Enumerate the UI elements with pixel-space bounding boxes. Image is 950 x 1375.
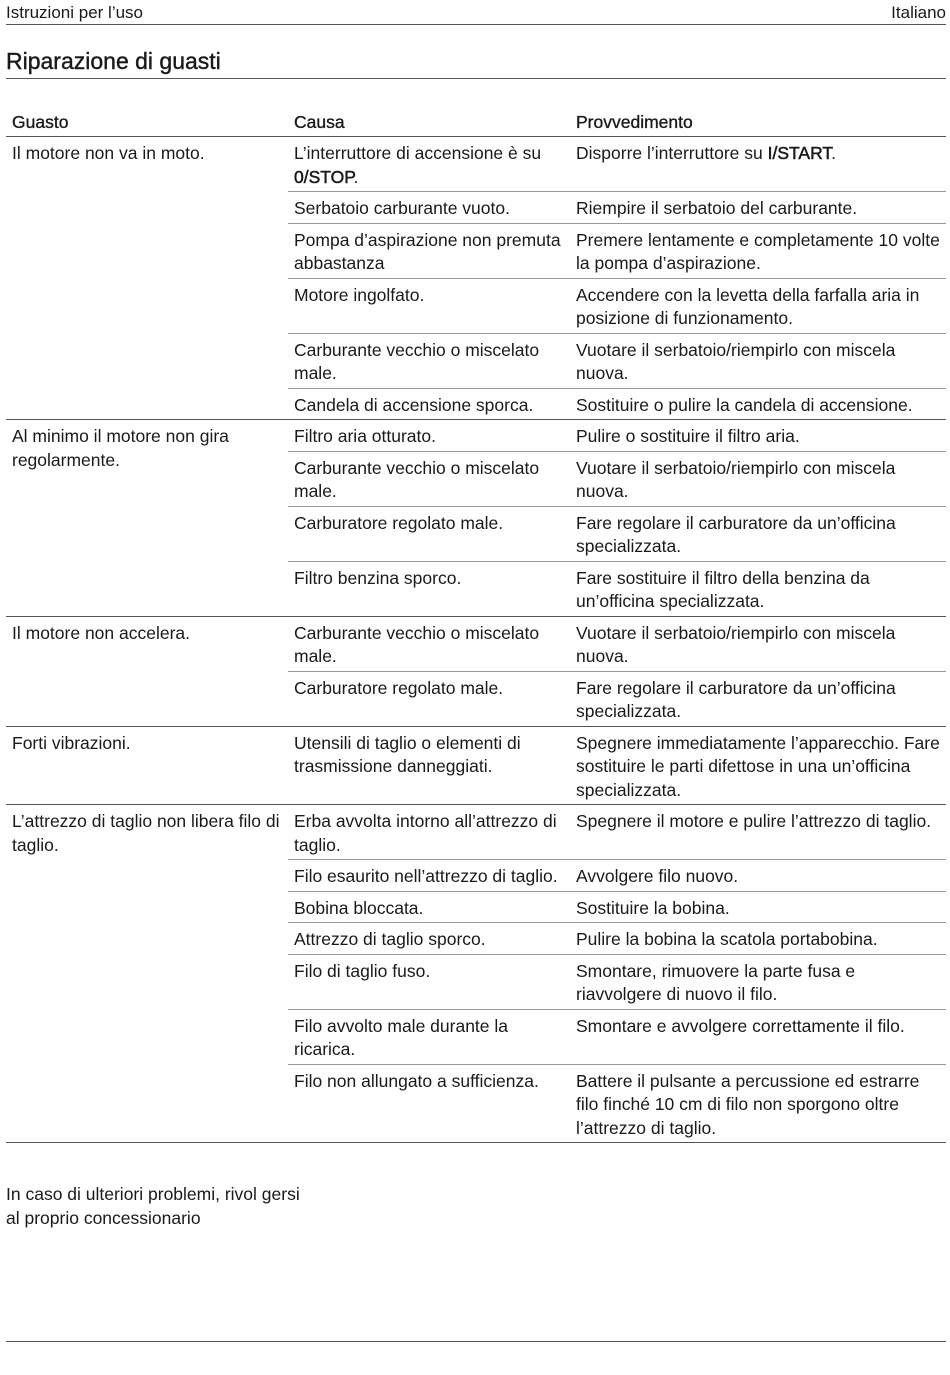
cause-cell: Utensili di taglio o elementi di trasmissione danneggiati. bbox=[288, 726, 570, 805]
remedy-cell: Riempire il serbatoio del carburante. bbox=[570, 192, 946, 224]
cause-cell: Filo non allungato a sufficienza. bbox=[288, 1064, 570, 1143]
cause-cell: Pompa d’aspirazione non premuta abbastanza bbox=[288, 223, 570, 278]
remedy-cell: Pulire o sostituire il filtro aria. bbox=[570, 420, 946, 452]
cause-cell-part: . bbox=[353, 166, 359, 187]
header-left: Istruzioni per l’uso bbox=[6, 3, 144, 22]
cause-cell: Candela di accensione sporca. bbox=[288, 388, 570, 420]
cause-cell: Carburatore regolato male. bbox=[288, 506, 570, 561]
table-row bbox=[6, 616, 946, 671]
remedy-cell: Sostituire la bobina. bbox=[570, 891, 946, 923]
fault-cell: Al minimo il motore non gira regolarmente. bbox=[6, 420, 288, 617]
remedy-cell: Fare sostituire il filtro della benzina da un’officina specializzata. bbox=[570, 561, 946, 616]
cause-cell: Filtro benzina sporco. bbox=[288, 561, 570, 616]
fault-cell: Il motore non accelera. bbox=[6, 616, 288, 726]
remedy-cell-part: I/START bbox=[767, 143, 832, 163]
fault-cell: Forti vibrazioni. bbox=[6, 726, 288, 805]
cause-cell: Filo avvolto male durante la ricarica. bbox=[288, 1009, 570, 1064]
column-header-remedy: Provvedimento bbox=[570, 110, 946, 137]
remedy-cell-part: Disporre l’interruttore su bbox=[576, 143, 768, 163]
remedy-cell bbox=[570, 137, 946, 192]
remedy-cell: Sostituire o pulire la candela di accensione. bbox=[570, 388, 946, 420]
remedy-cell: Battere il pulsante a percussione ed estrarre filo finché 10 cm di filo non sporgono oltre l’attrezzo di taglio. bbox=[570, 1064, 946, 1143]
fault-cell: L’attrezzo di taglio non libera filo di taglio. bbox=[6, 805, 288, 1143]
cause-cell: Serbatoio carburante vuoto. bbox=[288, 192, 570, 224]
cause-cell: Filtro aria otturato. bbox=[288, 420, 570, 452]
remedy-cell: Avvolgere filo nuovo. bbox=[570, 860, 946, 892]
cause-cell bbox=[288, 137, 570, 192]
remedy-cell: Smontare e avvolgere correttamente il filo. bbox=[570, 1009, 946, 1064]
table-body bbox=[6, 137, 946, 1143]
remedy-cell: Vuotare il serbatoio/riempirlo con miscela nuova. bbox=[570, 333, 946, 388]
page-title: Riparazione di guasti bbox=[6, 48, 946, 79]
table-header-row bbox=[6, 110, 946, 137]
cause-cell-part: 0/STOP bbox=[294, 166, 354, 187]
footnote: In caso di ulteriori problemi, rivol gersi al proprio concessionario bbox=[6, 1184, 300, 1228]
column-header-fault: Guasto bbox=[6, 110, 288, 137]
column-header-cause: Causa bbox=[288, 110, 570, 137]
cause-cell: Carburante vecchio o miscelato male. bbox=[288, 333, 570, 388]
remedy-cell: Fare regolare il carburatore da un’officina specializzata. bbox=[570, 671, 946, 726]
cause-cell: Erba avvolta intorno all’attrezzo di taglio. bbox=[288, 805, 570, 860]
cause-cell: Motore ingolfato. bbox=[288, 278, 570, 333]
header-right: Italiano bbox=[891, 3, 946, 22]
remedy-cell: Fare regolare il carburatore da un’officina specializzata. bbox=[570, 506, 946, 561]
remedy-cell: Spegnere il motore e pulire l’attrezzo di taglio. bbox=[570, 805, 946, 860]
cause-cell: Attrezzo di taglio sporco. bbox=[288, 923, 570, 955]
remedy-cell: Smontare, rimuovere la parte fusa e riavvolgere di nuovo il filo. bbox=[570, 954, 946, 1009]
cause-cell: Carburante vecchio o miscelato male. bbox=[288, 451, 570, 506]
remedy-cell-part: . bbox=[831, 143, 837, 163]
table-row bbox=[6, 137, 946, 192]
cause-cell: Filo esaurito nell’attrezzo di taglio. bbox=[288, 860, 570, 892]
footer-divider bbox=[6, 1341, 946, 1342]
troubleshooting-table bbox=[6, 110, 946, 1143]
table-row bbox=[6, 805, 946, 860]
cause-cell: Bobina bloccata. bbox=[288, 891, 570, 923]
remedy-cell: Premere lentamente e completamente 10 volte la pompa d’aspirazione. bbox=[570, 223, 946, 278]
remedy-cell: Pulire la bobina la scatola portabobina. bbox=[570, 923, 946, 955]
cause-cell: Filo di taglio fuso. bbox=[288, 954, 570, 1009]
remedy-cell: Vuotare il serbatoio/riempirlo con miscela nuova. bbox=[570, 616, 946, 671]
page-header bbox=[6, 2, 946, 25]
cause-cell: Carburante vecchio o miscelato male. bbox=[288, 616, 570, 671]
remedy-cell: Vuotare il serbatoio/riempirlo con miscela nuova. bbox=[570, 451, 946, 506]
cause-cell: Carburatore regolato male. bbox=[288, 671, 570, 726]
remedy-cell: Accendere con la levetta della farfalla aria in posizione di funzionamento. bbox=[570, 278, 946, 333]
fault-cell: Il motore non va in moto. bbox=[6, 137, 288, 420]
cause-cell-part: L’interruttore di accensione è su bbox=[294, 143, 542, 163]
table-row bbox=[6, 726, 946, 805]
remedy-cell: Spegnere immediatamente l’apparecchio. Fare sostituire le parti difettose in una un’officina specializzata. bbox=[570, 726, 946, 805]
table-row bbox=[6, 420, 946, 452]
